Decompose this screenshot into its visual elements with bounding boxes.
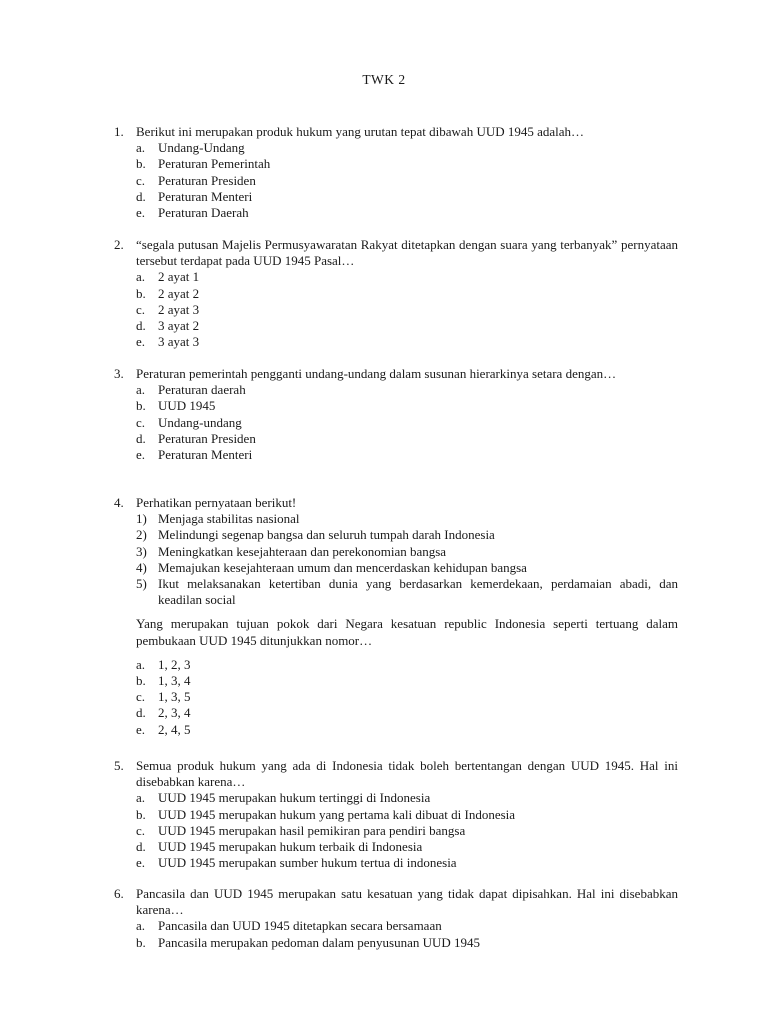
option-text: UUD 1945 merupakan hukum yang pertama kali dibuat di Indonesia <box>158 806 516 822</box>
option-letter: b. <box>136 156 146 172</box>
statement-text: Meningkatkan kesejahteraan dan perekonomian bangsa <box>158 543 447 559</box>
option-letter: b. <box>136 673 146 689</box>
question-4 <box>114 495 678 738</box>
statement-number: 5) <box>136 576 147 592</box>
option-letter: d. <box>136 705 146 721</box>
option-text: 2 ayat 1 <box>158 269 200 285</box>
page-title: TWK 2 <box>362 72 406 87</box>
option-text: 1, 2, 3 <box>158 656 191 672</box>
question-paragraph: Yang merupakan tujuan pokok dari Negara kesatuan republic Indonesia seperti tertuang dalam pembukaan UUD 1945 ditunjukkan nomor… <box>136 616 678 648</box>
question-text: Pancasila dan UUD 1945 merupakan satu kesatuan yang tidak dapat dipisahkan. Hal ini disebabkan karena… <box>136 886 678 918</box>
option-letter: b. <box>136 398 146 414</box>
option-text: 3 ayat 2 <box>158 318 200 334</box>
question-1 <box>114 124 678 221</box>
statement-text: Ikut melaksanakan ketertiban dunia yang berdasarkan kemerdekaan, perdamaian abadi, dan keadilan social <box>158 576 678 608</box>
statement-number: 1) <box>136 511 147 527</box>
option-e <box>114 334 678 350</box>
question-number: 5. <box>114 758 124 773</box>
option-a <box>114 269 678 285</box>
option-text: 3 ayat 3 <box>158 334 200 350</box>
question-number: 2. <box>114 237 124 252</box>
option-letter: a. <box>136 382 146 398</box>
option-letter: b. <box>136 285 146 301</box>
option-letter: b. <box>136 934 146 950</box>
option-text: Peraturan Pemerintah <box>158 156 271 172</box>
option-e <box>114 722 678 738</box>
option-letter: e. <box>136 447 146 463</box>
option-letter: c. <box>136 172 146 188</box>
option-c <box>114 823 678 839</box>
statement-4 <box>114 560 678 576</box>
statement-3 <box>114 544 678 560</box>
option-text: 2, 3, 4 <box>158 705 191 721</box>
question-text: Berikut ini merupakan produk hukum yang urutan tepat dibawah UUD 1945 adalah… <box>136 124 585 139</box>
question-number: 1. <box>114 124 124 139</box>
option-letter: d. <box>136 318 146 334</box>
statement-text: Menjaga stabilitas nasional <box>158 511 300 527</box>
option-d <box>114 705 678 721</box>
option-letter: c. <box>136 822 146 838</box>
question-5 <box>114 758 678 871</box>
option-text: 1, 3, 4 <box>158 673 191 689</box>
option-a <box>114 657 678 673</box>
option-letter: b. <box>136 806 146 822</box>
question-2 <box>114 237 678 350</box>
option-b <box>114 673 678 689</box>
option-text: UUD 1945 merupakan hukum terbaik di Indonesia <box>158 839 423 855</box>
option-letter: d. <box>136 188 146 204</box>
option-letter: a. <box>136 918 146 934</box>
option-text: Pancasila dan UUD 1945 ditetapkan secara bersamaan <box>158 918 442 934</box>
option-b <box>114 156 678 172</box>
option-text: Undang-Undang <box>158 140 245 156</box>
option-letter: c. <box>136 301 146 317</box>
question-number: 3. <box>114 366 124 381</box>
question-6 <box>114 886 678 951</box>
option-a <box>114 382 678 398</box>
option-letter: a. <box>136 269 146 285</box>
option-e <box>114 447 678 463</box>
option-text: Peraturan Daerah <box>158 205 249 221</box>
statement-2 <box>114 527 678 543</box>
option-c <box>114 302 678 318</box>
option-b <box>114 935 678 951</box>
statement-5 <box>114 576 678 608</box>
option-text: 2, 4, 5 <box>158 721 191 737</box>
question-text: “segala putusan Majelis Permusyawaratan Rakyat ditetapkan dengan suara yang terbanyak” pernyataan tersebut terdapat pada UUD 1945 Pasal… <box>136 237 678 269</box>
option-c <box>114 415 678 431</box>
option-text: Pancasila merupakan pedoman dalam penyusunan UUD 1945 <box>158 934 481 950</box>
option-text: 2 ayat 2 <box>158 285 200 301</box>
option-text: UUD 1945 <box>158 398 216 414</box>
option-e <box>114 855 678 871</box>
statement-number: 2) <box>136 527 147 543</box>
option-letter: a. <box>136 790 146 806</box>
statement-text: Memajukan kesejahteraan umum dan mencerdaskan kehidupan bangsa <box>158 559 527 575</box>
option-b <box>114 807 678 823</box>
option-c <box>114 689 678 705</box>
option-letter: a. <box>136 656 146 672</box>
question-number: 6. <box>114 886 124 901</box>
option-text: Peraturan daerah <box>158 382 246 398</box>
option-text: UUD 1945 merupakan hukum tertinggi di Indonesia <box>158 790 431 806</box>
option-text: Peraturan Presiden <box>158 172 256 188</box>
option-text: 2 ayat 3 <box>158 301 200 317</box>
option-a <box>114 790 678 806</box>
option-letter: e. <box>136 855 146 871</box>
option-a <box>114 140 678 156</box>
option-d <box>114 318 678 334</box>
option-e <box>114 205 678 221</box>
option-text: UUD 1945 merupakan hasil pemikiran para pendiri bangsa <box>158 822 466 838</box>
statement-1 <box>114 511 678 527</box>
option-d <box>114 431 678 447</box>
question-text: Semua produk hukum yang ada di Indonesia tidak boleh bertentangan dengan UUD 1945. Hal ini disebabkan karena… <box>136 758 678 790</box>
option-letter: d. <box>136 430 146 446</box>
statement-number: 4) <box>136 559 147 575</box>
option-b <box>114 398 678 414</box>
option-text: Peraturan Presiden <box>158 430 256 446</box>
option-d <box>114 839 678 855</box>
option-c <box>114 173 678 189</box>
option-text: UUD 1945 merupakan sumber hukum tertua di indonesia <box>158 855 457 871</box>
option-letter: e. <box>136 334 146 350</box>
option-letter: c. <box>136 689 146 705</box>
statement-text: Melindungi segenap bangsa dan seluruh tumpah darah Indonesia <box>158 527 495 543</box>
option-letter: e. <box>136 721 146 737</box>
option-letter: d. <box>136 839 146 855</box>
option-text: Peraturan Menteri <box>158 188 253 204</box>
option-b <box>114 286 678 302</box>
option-text: Undang-undang <box>158 414 242 430</box>
option-letter: a. <box>136 140 146 156</box>
option-letter: c. <box>136 414 146 430</box>
question-text: Peraturan pemerintah pengganti undang-undang dalam susunan hierarkinya setara dengan… <box>136 366 617 381</box>
option-d <box>114 189 678 205</box>
option-a <box>114 918 678 934</box>
option-letter: e. <box>136 205 146 221</box>
question-3 <box>114 366 678 463</box>
statement-number: 3) <box>136 543 147 559</box>
option-text: Peraturan Menteri <box>158 447 253 463</box>
question-number: 4. <box>114 495 124 510</box>
question-text: Perhatikan pernyataan berikut! <box>136 495 297 510</box>
option-text: 1, 3, 5 <box>158 689 191 705</box>
